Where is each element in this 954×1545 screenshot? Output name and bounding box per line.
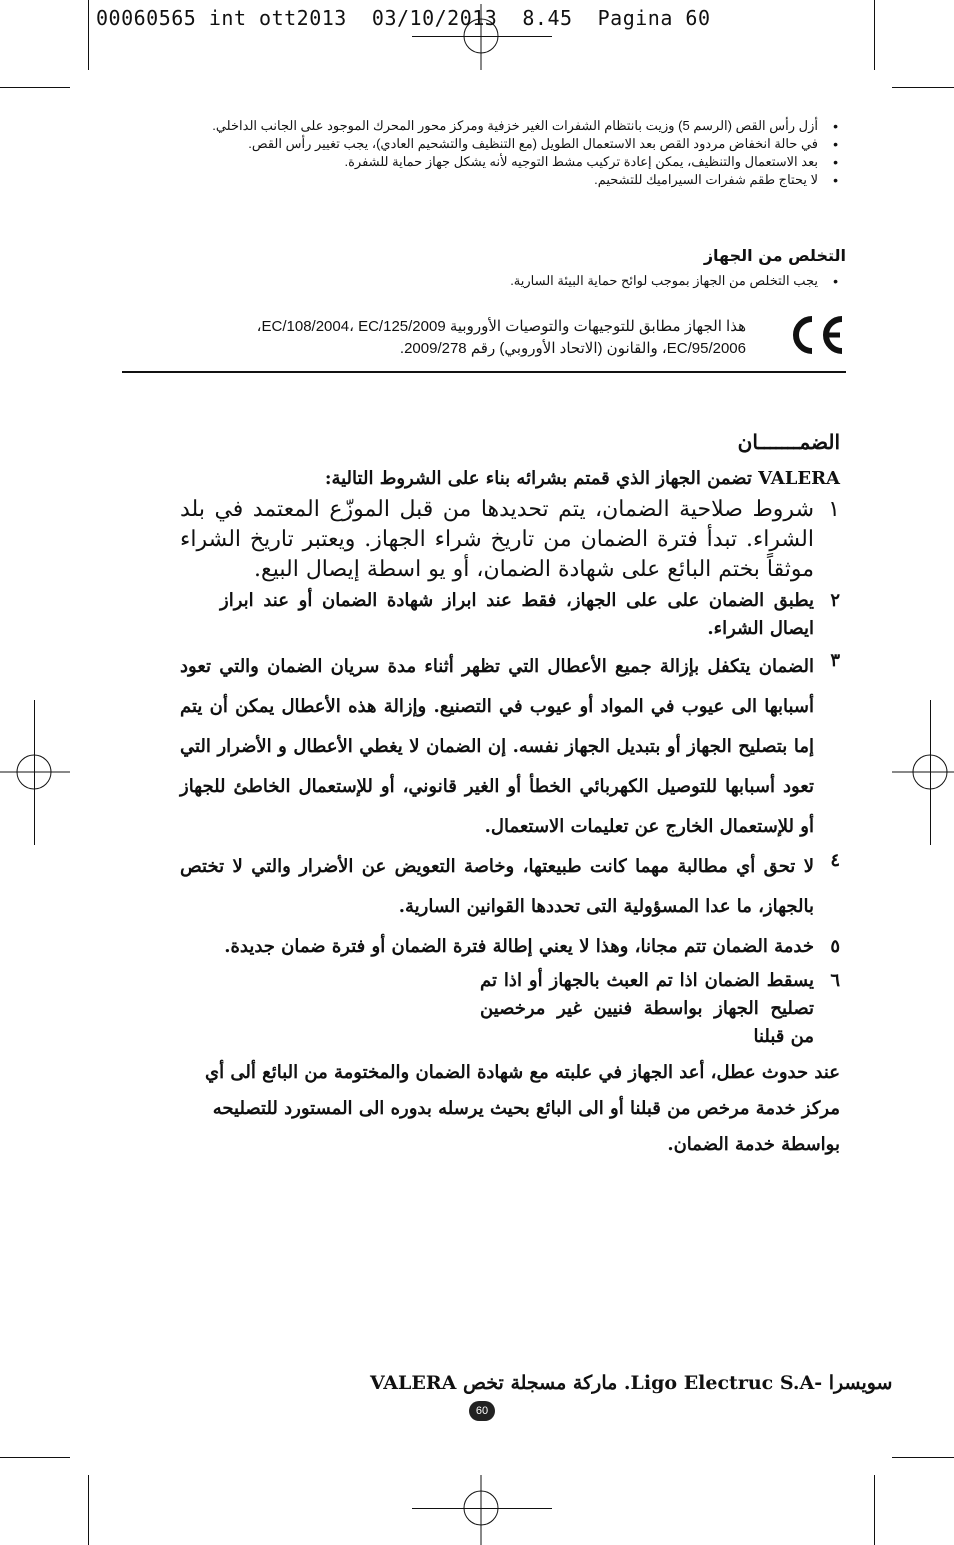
item-number: ٦: [830, 970, 840, 991]
item-text: لا تحق أي مطالبة مهما كانت طبيعتها، وخاصة التعويض عن الأضرار والتي لا تختص بالجهاز، ما عدا المسؤولية التى تحددها القوانين السارية.: [180, 856, 814, 917]
item-number: ٤: [830, 850, 840, 871]
warranty-item-2: [180, 587, 840, 643]
warranty-section: [180, 430, 840, 1163]
item-number: ٥: [830, 936, 840, 957]
item-text: الضمان يتكفل بإزالة جميع الأعطال التي تظهر أثناء مدة سريان الضمان والتي تعود أسبابها الى عيوب في المواد أو عيوب في التصنيع. وإزالة هذه الأعطال يمكن أن يتم إما بتصليح الجهاز أو بتبديل الجهاز نفسه. إن الضمان لا يغطي الأعطال و الأضرار التي تعود أسبابها للتوصيل الكهربائي الخطأ أو الغير قانوني، أو للإستعمال الخاطئ للجهاز أو للإستعمال الخارج عن تعليمات الاستعمال.: [180, 656, 814, 837]
list-item: • يجب التخلص من الجهاز بموجب لوائح حماية البيئة السارية.: [150, 272, 838, 290]
item-text: خدمة الضمان تتم مجانا، وهذا لا يعني إطالة فترة الضمان أو فترة ضمان جديدة.: [224, 936, 814, 957]
item-text: شروط صلاحية الضمان، يتم تحديدها من قبل الموزّع المعتمد في بلد الشراء. تبدأ فترة الضمان من تاريخ شراء الجهاز. ويعتبر تاريخ الشراء موثقاً بختم البائع على شهادة الضمان، أو يو اسطة إيصال البيع.: [180, 497, 814, 582]
item-number: ٣: [830, 650, 840, 671]
compliance-line-1: هذا الجهاز مطابق للتوجيهات والتوصيات الأوروبية EC/108/2004، EC/125/2009،: [256, 318, 746, 335]
list-item: • أزل رأس القص (الرسم 5) وزيت بانتظام الشفرات الغير خزفية ومركز محور المحرك الموجود على الجانب الداخلي.: [150, 117, 838, 135]
disposal-title: التخلص من الجهاز: [703, 246, 846, 265]
warranty-closing: عند حدوث عطل، أعد الجهاز في علبته مع شهادة الضمان والمختومة من البائع ألى أي مركز خدمة مرخص من قبلنا أو الى البائع بحيث يرسله بدوره الى المستورد للتصليحه بواسطة خدمة الضمان.: [205, 1062, 840, 1155]
item-text: يسقط الضمان اذا تم العبث بالجهاز أو اذا تم تصليح الجهاز بواسطة فنيين غير مرخصين من قبلنا: [480, 970, 814, 1047]
page-number-badge: 60: [469, 1401, 495, 1421]
list-item: • بعد الاستعمال والتنظيف، يمكن إعادة تركيب مشط التوجيه لأنه يشكل جهاز حماية للشفرة.: [150, 153, 838, 171]
warranty-item-1: [180, 495, 840, 585]
item-text: يطبق الضمان على على الجهاز، فقط عند ابراز شهادة الضمان أو عند ابراز ايصال الشراء.: [220, 590, 814, 639]
footer-brand: VALERA ماركة مسجلة تخص .Ligo Electruc S.A- سويسرا: [370, 1372, 893, 1394]
disposal-bullets: [150, 272, 838, 290]
print-slug: 00060565 int ott2013 03/10/2013 8.45 Pagina 60: [96, 6, 711, 30]
list-item: • في حالة انخفاض مردود القص بعد الاستعمال الطويل (مع التنظيف والتشحيم العادي)، يجب تغيير رأس القص.: [150, 135, 838, 153]
list-item: • لا يحتاج طقم شفرات السيراميك للتشحيم.: [150, 171, 838, 189]
warranty-item-6: [180, 967, 840, 1051]
warranty-item-3: [180, 647, 840, 847]
compliance-statement: [160, 316, 746, 360]
warranty-title: الضمـــــــان: [737, 430, 840, 454]
section-divider: [122, 371, 846, 373]
warranty-item-4: [180, 847, 840, 927]
item-number: ٢: [830, 590, 840, 611]
ce-mark-icon: [786, 313, 846, 357]
item-number: ١: [828, 497, 840, 522]
compliance-line-2: EC/95/2006، والقانون (الاتحاد الأوروبي) رقم 2009/278.: [399, 340, 746, 357]
care-bullets: [150, 117, 838, 189]
warranty-intro: VALERA تضمن الجهاز الذي قمتم بشرائه بناء على الشروط التالية:: [324, 468, 840, 489]
warranty-item-5: [180, 933, 840, 961]
